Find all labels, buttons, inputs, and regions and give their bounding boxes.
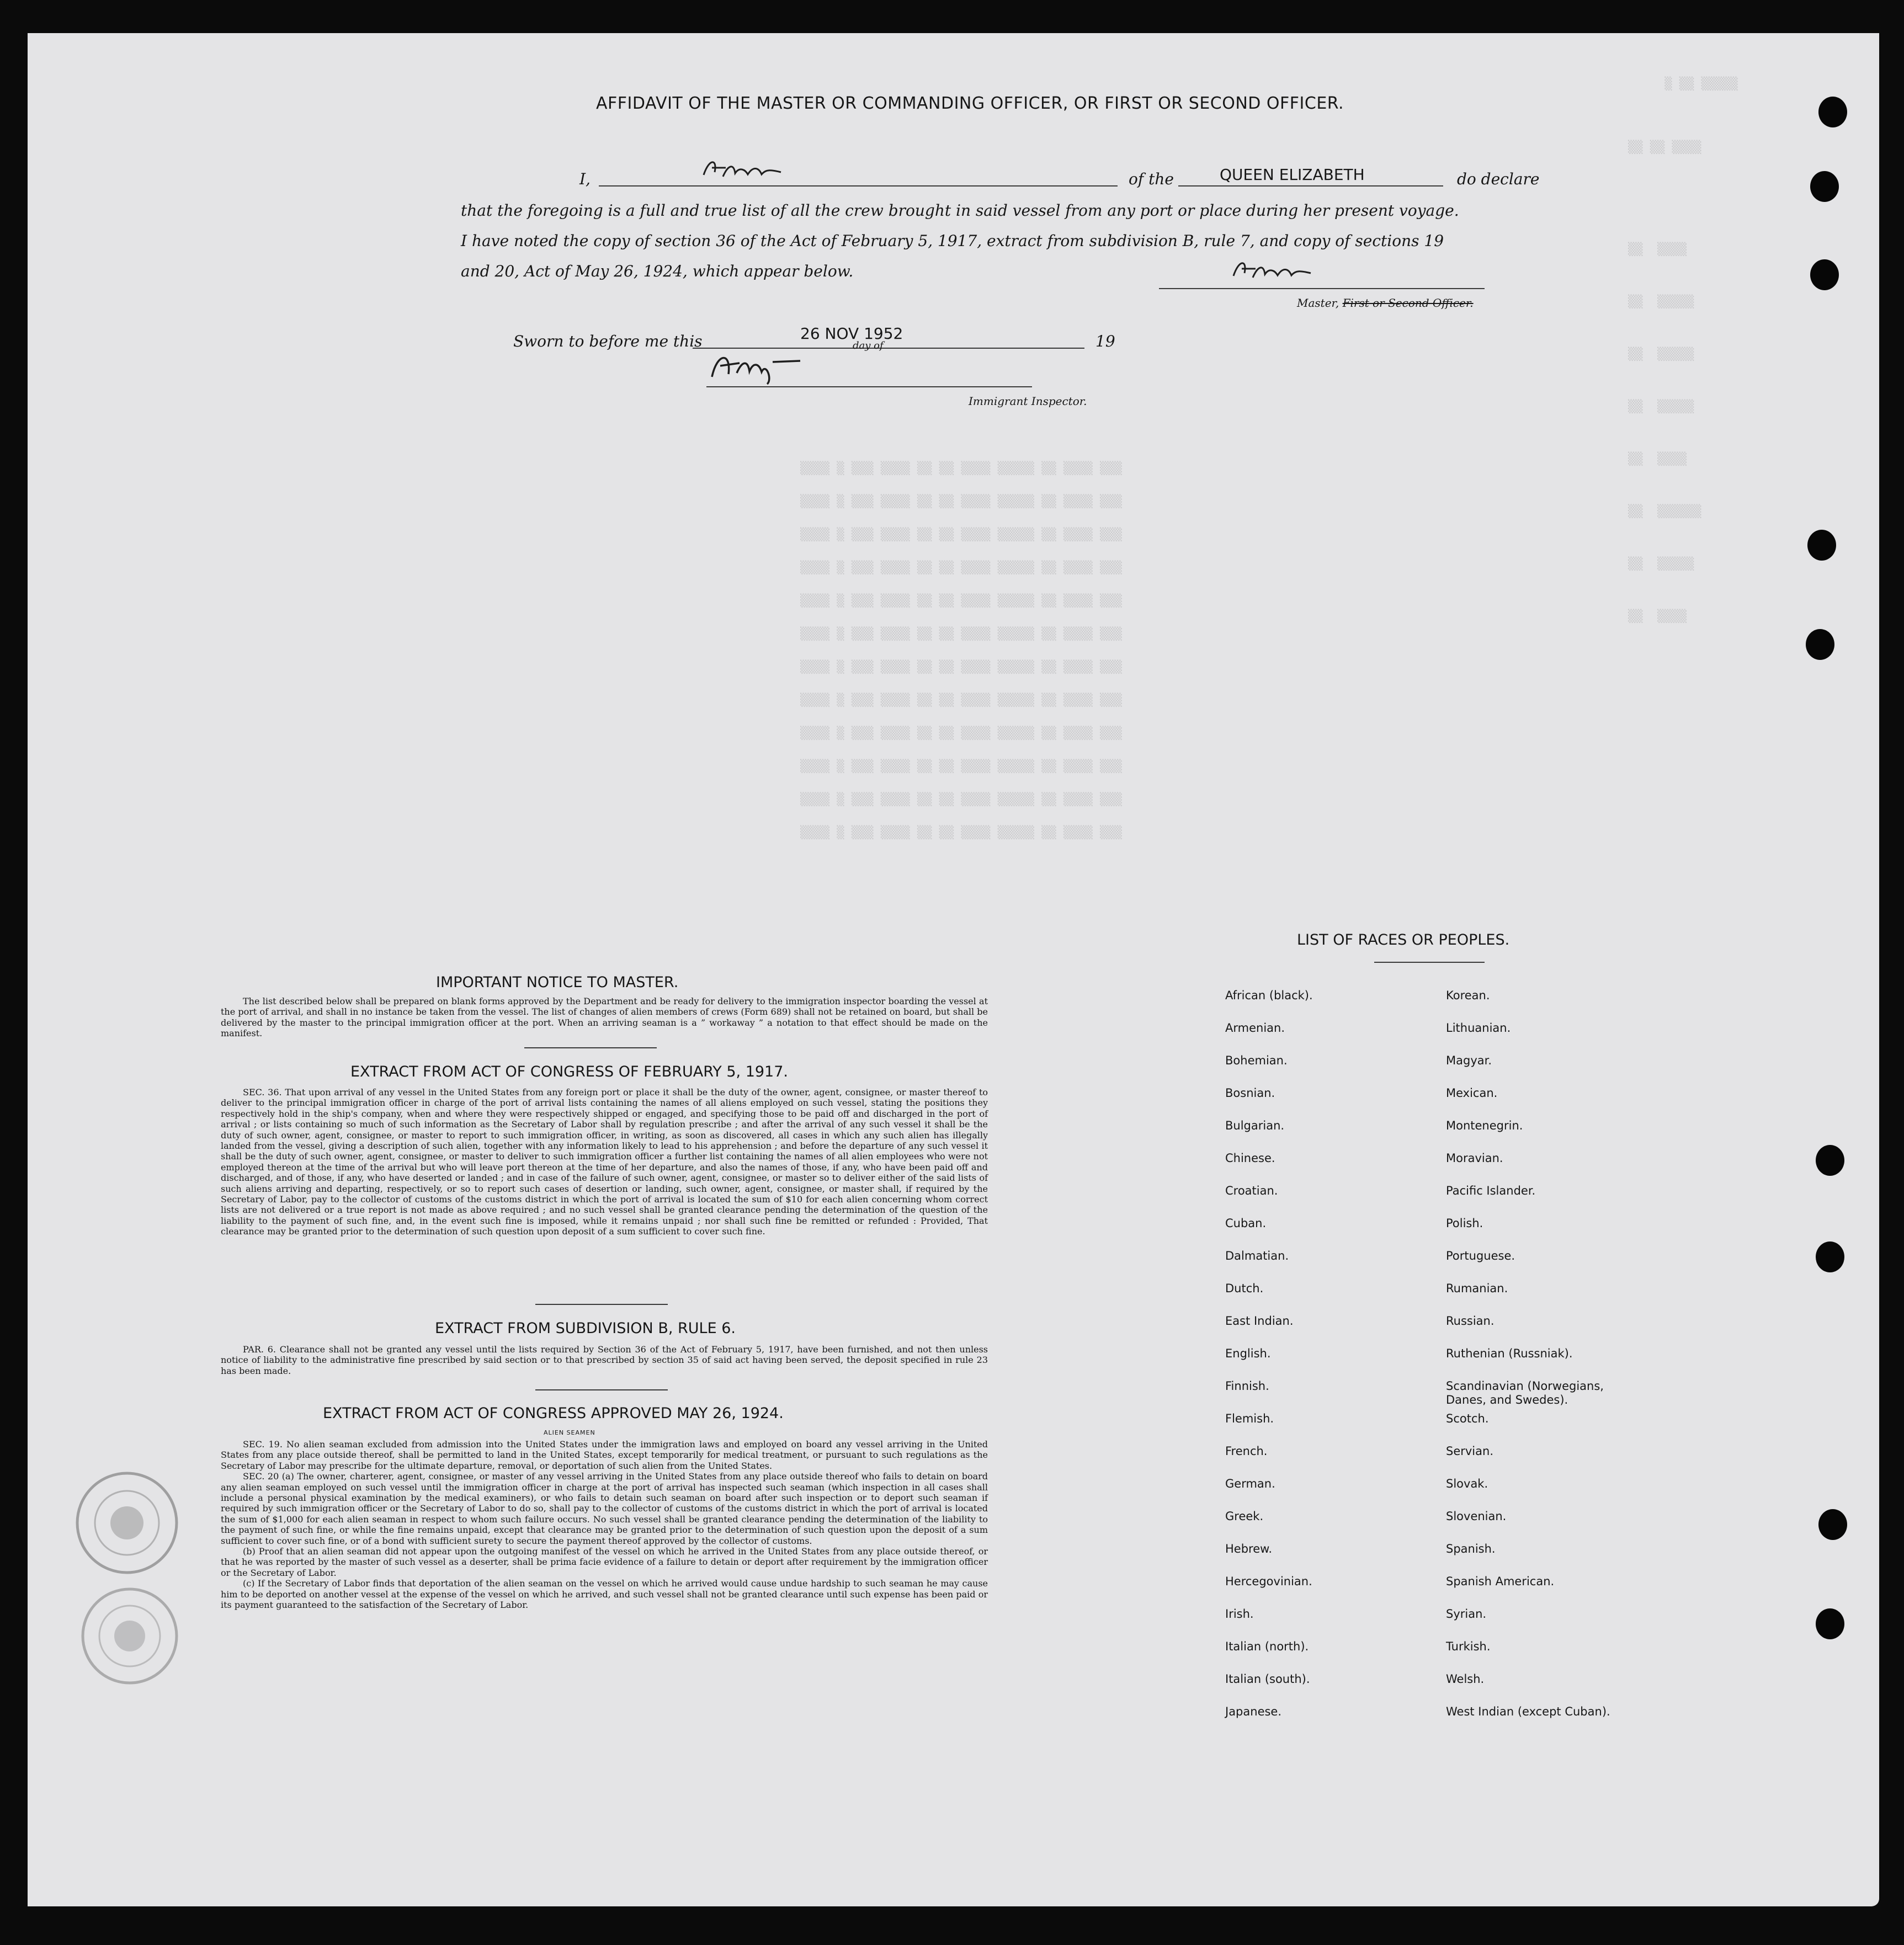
race-item: Slovak. — [1446, 1477, 1488, 1490]
punch-hole — [1806, 629, 1834, 660]
races-title: LIST OF RACES OR PEOPLES. — [1297, 931, 1510, 948]
extract-1917-divider — [535, 1304, 668, 1305]
race-item: Bohemian. — [1225, 1054, 1288, 1067]
vessel-name-line — [1178, 185, 1443, 186]
race-item: Bosnian. — [1225, 1086, 1275, 1100]
race-item: Scandinavian (Norwegians, Danes, and Swedes). — [1446, 1379, 1604, 1406]
race-item: Ruthenian (Russniak). — [1446, 1347, 1573, 1360]
bleed-through: ▒ ▒▒ ▒▒▒▒▒ ▒▒ ▒▒ ▒▒▒▒ ▒▒ ▒▒▒▒ ▒▒ ▒▒▒▒▒ ▒▒ ▒▒▒▒▒ ▒▒ ▒▒▒▒▒ ▒▒ ▒▒▒▒ ▒▒ ▒▒▒▒▒▒ ▒▒ ▒▒▒▒▒ ▒▒ ▒▒▒▒ — [1628, 77, 1738, 624]
sworn-day-of: day of — [853, 340, 884, 351]
notice-title: IMPORTANT NOTICE TO MASTER. — [436, 974, 679, 991]
race-item: Slovenian. — [1446, 1510, 1507, 1523]
race-item: English. — [1225, 1347, 1271, 1360]
punch-hole — [1816, 1145, 1844, 1176]
race-item: Rumanian. — [1446, 1282, 1508, 1295]
race-item: Spanish. — [1446, 1542, 1496, 1555]
race-item: West Indian (except Cuban). — [1446, 1705, 1610, 1718]
inspector-signature — [706, 347, 817, 385]
inspector-caption: Immigrant Inspector. — [969, 395, 1087, 408]
race-item: French. — [1225, 1445, 1268, 1458]
date-stamp: 26 NOV 1952 — [800, 324, 903, 343]
race-item: German. — [1225, 1477, 1275, 1490]
extract-1924-title: EXTRACT FROM ACT OF CONGRESS APPROVED MAY 26, 1924. — [323, 1405, 784, 1422]
extract-1917-body: SEC. 36. That upon arrival of any vessel in the United States from any foreign port or place it shall be the duty of the owner, agent, consignee, or master thereof to deliver to the principal immigration officer in charge of the port of arrival lists containing the names of all aliens employed on such vessel, stating the positions they respectively hold in the ship's company, when and where they were respectively shipped or engaged, and specifying those to be paid off and discharged in the port of arrival ; or lists containing so much of such information as the Secretary of Labor shall by regulation prescribe ; and after the arrival of any such vessel it shall be the duty of such owner, agent, consignee, or master to report to such immigration officer, in writing, as soon as discovered, all cases in which any such alien has illegally landed from the vessel, giving a description of such alien, together with any information likely to lead to his apprehension ; and before the departure of any such vessel it shall be the duty of such owner, agent, consignee, or master to deliver to such immigration officer a further list containing the names of all alien employees who were not employed thereon at the time of the arrival but who will leave port thereon at the time of her departure, and also the names of those, if any, who have been paid off and discharged, and of those, if any, who have deserted or landed ; and in case of the failure of such owner, agent, consignee, or master so to deliver either of the said lists of such aliens arriving and departing, respectively, or so to report such cases of desertion or landing, such owner, agent, consignee, or master shall, if required by the Secretary of Labor, pay to the collector of customs of the customs district in which the port of arrival is located the sum of $10 for each alien concerning whom correct lists are not delivered or a true report is not made as above required ; and no such vessel shall be granted clearance pending the determination of the question of the liability to the payment of such fine, and, in the event such fine is imposed, while it remains unpaid ; nor shall such fine be remitted or refunded : Provided, That clearance may be granted prior to the determination of such question upon deposit of a sum sufficient to cover such fine. — [221, 1087, 988, 1237]
master-signature-2 — [1231, 257, 1313, 284]
subdiv-b-title: EXTRACT FROM SUBDIVISION B, RULE 6. — [435, 1320, 736, 1337]
extract-1917-title: EXTRACT FROM ACT OF CONGRESS OF FEBRUARY 5, 1917. — [350, 1063, 788, 1080]
race-item: Turkish. — [1446, 1640, 1491, 1653]
inspector-signature-line — [706, 386, 1032, 387]
punch-hole — [1807, 530, 1836, 561]
customs-seal-stamps — [72, 1465, 182, 1697]
notice-divider — [524, 1047, 657, 1048]
race-item: Polish. — [1446, 1217, 1483, 1230]
sworn-prefix: Sworn to before me this — [513, 332, 703, 350]
race-item: Syrian. — [1446, 1607, 1487, 1621]
race-item: Scotch. — [1446, 1412, 1489, 1425]
notice-body: The list described below shall be prepared on blank forms approved by the Department and be ready for delivery to the immigration inspector boarding the vessel at the port of arrival, and shall in no instance be taken from the vessel. The list of changes of alien members of crews (Form 689) shall not be retained on board, but shall be delivered by the master to the principal immigration officer at the port. When an arriving seaman is a ” workaway ” a notation to that effect should be made on the manifest. — [221, 996, 988, 1039]
race-item: Spanish American. — [1446, 1575, 1555, 1588]
race-item: East Indian. — [1225, 1314, 1294, 1328]
affidavit-line2: that the foregoing is a full and true list of all the crew brought in said vessel from any port or place during her present voyage. — [461, 201, 1459, 220]
master-caption: Master, First or Second Officer. — [1297, 296, 1474, 310]
subdiv-b-divider — [535, 1389, 668, 1390]
race-item: Hercegovinian. — [1225, 1575, 1312, 1588]
punch-hole — [1818, 97, 1847, 127]
affidavit-i: I, — [579, 170, 591, 188]
race-item: Croatian. — [1225, 1184, 1278, 1197]
race-item: Dalmatian. — [1225, 1249, 1289, 1262]
race-item: Irish. — [1225, 1607, 1254, 1621]
race-item: Korean. — [1446, 989, 1490, 1002]
affidavit-do-declare: do declare — [1457, 170, 1540, 188]
affidavit-of-the: of the — [1129, 170, 1174, 188]
race-item: African (black). — [1225, 989, 1313, 1002]
race-item: Greek. — [1225, 1510, 1264, 1523]
race-item: Flemish. — [1225, 1412, 1274, 1425]
manifest-page — [28, 33, 1879, 1906]
race-item: Japanese. — [1225, 1705, 1282, 1718]
race-item: Italian (north). — [1225, 1640, 1309, 1653]
master-signature-line — [1159, 288, 1485, 289]
race-item: Italian (south). — [1225, 1672, 1310, 1686]
race-item: Cuban. — [1225, 1217, 1267, 1230]
affidavit-line4: and 20, Act of May 26, 1924, which appear below. — [461, 262, 854, 280]
races-divider — [1374, 962, 1485, 963]
race-item: Portuguese. — [1446, 1249, 1515, 1262]
race-item: Lithuanian. — [1446, 1021, 1511, 1035]
race-item: Welsh. — [1446, 1672, 1485, 1686]
race-item: Moravian. — [1446, 1152, 1503, 1165]
subdiv-b-body: PAR. 6. Clearance shall not be granted any vessel until the lists required by Section 36 of the Act of February 5, 1917, have been furnished, and not then unless notice of liability to the administrative fine prescribed by said section or to that prescribed by section 35 of said act having been served, the deposit specified in rule 23 has been made. — [221, 1344, 988, 1376]
sworn-year: 19 — [1095, 332, 1115, 350]
master-name-line — [599, 185, 1118, 186]
sec-20a: SEC. 20 (a) The owner, charterer, agent, consignee, or master of any vessel arriving in the United States from any place outside thereof who fails to detain on board any alien seaman employed on such vessel until the immigration officer in charge at the port of arrival has inspected such seaman (which inspection in all cases shall include a personal physical examination by the medical examiners), or who fails to detain such seaman on board after such inspection or to deport such seaman if required by such immigration officer or the Secretary of Labor to do so, shall pay to the collector of customs of the customs district in which the port of arrival is located the sum of $1,000 for each alien seaman in respect to whom such failure occurs. No such vessel shall be granted clearance pending the determination of the liability to the payment of such fine, or while the fine remains unpaid, except that clearance may be granted prior to the determination of such question upon the deposit of a sum sufficient to cover such fine, or of a bond with sufficient surety to secure the payment thereof approved by the collector of customs. — [221, 1471, 988, 1546]
punch-hole — [1816, 1608, 1844, 1639]
vessel-name: QUEEN ELIZABETH — [1220, 166, 1365, 184]
sec-19: SEC. 19. No alien seaman excluded from admission into the United States under the immigration laws and employed on board any vessel arriving in the United States from any place outside thereof, shall be permitted to land in the United States, except temporarily for medical treatment, or pursuant to such regulations as the Secretary of Labor may prescribe for the ultimate departure, removal, or deportation of such alien from the United States. — [221, 1439, 988, 1471]
race-item: Mexican. — [1446, 1086, 1498, 1100]
race-item: Servian. — [1446, 1445, 1493, 1458]
race-item: Russian. — [1446, 1314, 1495, 1328]
sec-20c: (c) If the Secretary of Labor finds that deportation of the alien seaman on the vessel on which he arrived would cause undue hardship to such seaman he may cause him to be deported on another vessel at the expense of the vessel on which he arrived, and such vessel shall not be granted clearance until such expense has been paid or its payment guaranteed to the satisfaction of the Secretary of Labor. — [221, 1578, 988, 1611]
punch-hole — [1810, 259, 1839, 290]
sec-20b: (b) Proof that an alien seaman did not appear upon the outgoing manifest of the vessel on which he arrived in the United States from any place outside thereof, or that he was reported by the master of such vessel as a deserter, shall be prima facie evidence of a failure to detain or deport after requirement by the immigration officer or the Secretary of Labor. — [221, 1546, 988, 1578]
bleed-through-rows: ▒▒▒▒ ▒ ▒▒▒ ▒▒▒▒ ▒▒ ▒▒ ▒▒▒▒ ▒▒▒▒▒ ▒▒ ▒▒▒▒ ▒▒▒ ▒▒▒▒ ▒ ▒▒▒ ▒▒▒▒ ▒▒ ▒▒ ▒▒▒▒ ▒▒▒▒▒ ▒▒ ▒▒▒▒ ▒▒▒ ▒▒▒▒ ▒ ▒▒▒ ▒▒▒▒ ▒▒ ▒▒ ▒▒▒▒ ▒▒▒▒▒ ▒▒ ▒▒▒▒ ▒▒▒ ▒▒▒▒ ▒ ▒▒▒ ▒▒▒▒ ▒▒ ▒▒ ▒▒▒▒ ▒▒▒▒▒ ▒▒ ▒▒▒▒ ▒▒▒ ▒▒▒▒ ▒ ▒▒▒ ▒▒▒▒ ▒▒ ▒▒ ▒▒▒▒ ▒▒▒▒▒ ▒▒ ▒▒▒▒ ▒▒▒ ▒▒▒▒ ▒ ▒▒▒ ▒▒▒▒ ▒▒ ▒▒ ▒▒▒▒ ▒▒▒▒▒ ▒▒ ▒▒▒▒ ▒▒▒ ▒▒▒▒ ▒ ▒▒▒ ▒▒▒▒ ▒▒ ▒▒ ▒▒▒▒ ▒▒▒▒▒ ▒▒ ▒▒▒▒ ▒▒▒ ▒▒▒▒ ▒ ▒▒▒ ▒▒▒▒ ▒▒ ▒▒ ▒▒▒▒ ▒▒▒▒▒ ▒▒ ▒▒▒▒ ▒▒▒ ▒▒▒▒ ▒ ▒▒▒ ▒▒▒▒ ▒▒ ▒▒ ▒▒▒▒ ▒▒▒▒▒ ▒▒ ▒▒▒▒ ▒▒▒ ▒▒▒▒ ▒ ▒▒▒ ▒▒▒▒ ▒▒ ▒▒ ▒▒▒▒ ▒▒▒▒▒ ▒▒ ▒▒▒▒ ▒▒▒ ▒▒▒▒ ▒ ▒▒▒ ▒▒▒▒ ▒▒ ▒▒ ▒▒▒▒ ▒▒▒▒▒ ▒▒ ▒▒▒▒ ▒▒▒ ▒▒▒▒ ▒ ▒▒▒ ▒▒▒▒ ▒▒ ▒▒ ▒▒▒▒ ▒▒▒▒▒ ▒▒ ▒▒▒▒ ▒▒▒ — [800, 462, 1122, 840]
punch-hole — [1818, 1509, 1847, 1540]
race-item: Dutch. — [1225, 1282, 1264, 1295]
punch-hole — [1816, 1241, 1844, 1272]
race-item: Pacific Islander. — [1446, 1184, 1536, 1197]
race-item: Bulgarian. — [1225, 1119, 1285, 1132]
race-item: Armenian. — [1225, 1021, 1285, 1035]
race-item: Chinese. — [1225, 1152, 1275, 1165]
alien-seamen-subhead: ALIEN SEAMEN — [544, 1429, 595, 1436]
punch-hole — [1810, 171, 1839, 202]
race-item: Magyar. — [1446, 1054, 1492, 1067]
race-item: Hebrew. — [1225, 1542, 1273, 1555]
race-item: Montenegrin. — [1446, 1119, 1523, 1132]
extract-1924-body — [221, 1439, 988, 1611]
affidavit-line3: I have noted the copy of section 36 of the Act of February 5, 1917, extract from subdivision B, rule 7, and copy of sections 19 — [461, 232, 1444, 250]
master-signature-1 — [701, 156, 784, 183]
race-item: Finnish. — [1225, 1379, 1269, 1393]
affidavit-title: AFFIDAVIT OF THE MASTER OR COMMANDING OFFICER, OR FIRST OR SECOND OFFICER. — [596, 94, 1344, 113]
